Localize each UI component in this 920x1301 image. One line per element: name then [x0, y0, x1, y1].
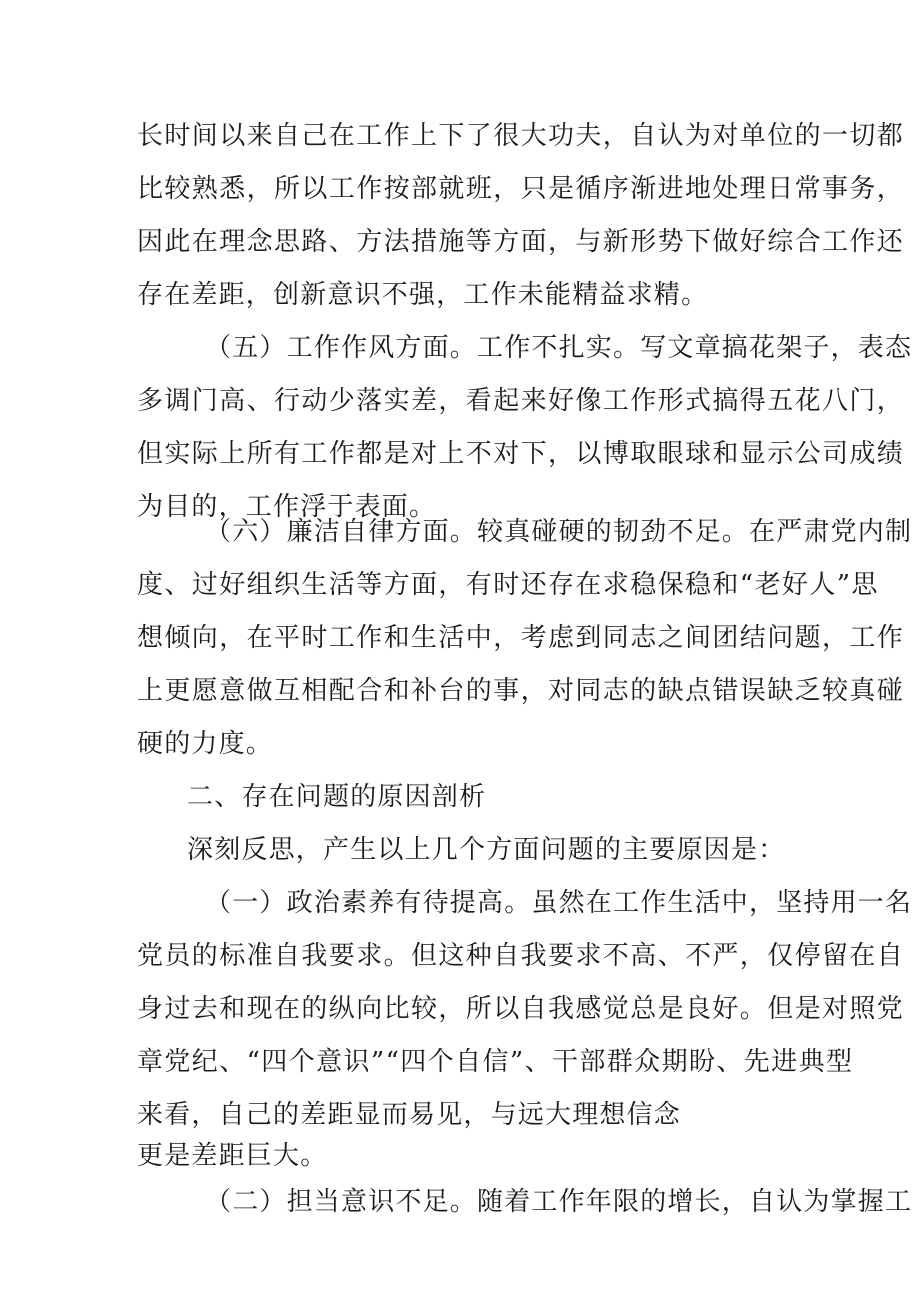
section-heading: 二、存在问题的原因剖析 — [187, 782, 487, 812]
paragraph-line: （一）政治素养有待提高。虽然在工作生活中，坚持用一名 — [205, 888, 913, 918]
paragraph-line: （五）工作作风方面。工作不扎实。写文章搞花架子，表态 — [205, 333, 913, 363]
paragraph-line: 硬的力度。 — [137, 729, 274, 759]
paragraph-line: 章党纪、“四个意识”“四个自信”、干部群众期盼、先进典型 — [137, 1047, 854, 1077]
paragraph-line: 度、过好组织生活等方面，有时还存在求稳保稳和“老好人”思 — [137, 570, 879, 600]
paragraph-line: 来看，自己的差距显而易见，与远大理想信念 — [137, 1100, 682, 1130]
paragraph-line: 为目的，工作浮于表面。 — [137, 492, 437, 522]
paragraph-line: 身过去和现在的纵向比较，所以自我感觉总是良好。但是对照党 — [137, 994, 905, 1024]
paragraph-line: 深刻反思，产生以上几个方面问题的主要原因是： — [187, 835, 786, 865]
paragraph-line: 更是差距巨大。 — [137, 1141, 328, 1171]
paragraph-line: 想倾向，在平时工作和生活中，考虑到同志之间团结问题，工作 — [137, 623, 905, 653]
paragraph-line: 党员的标准自我要求。但这种自我要求不高、不严，仅停留在自 — [137, 941, 905, 971]
paragraph-line: （六）廉洁自律方面。较真碰硬的韧劲不足。在严肃党内制 — [205, 517, 913, 547]
paragraph-line: 存在差距，创新意识不强，工作未能精益求精。 — [137, 280, 709, 310]
paragraph-line: 多调门高、行动少落实差，看起来好像工作形式搞得五花八门， — [137, 386, 905, 416]
paragraph-line: 上更愿意做互相配合和补台的事，对同志的缺点错误缺乏较真碰 — [137, 676, 905, 706]
paragraph-line: 比较熟悉，所以工作按部就班，只是循序渐进地处理日常事务， — [137, 174, 905, 204]
paragraph-line: 长时间以来自己在工作上下了很大功夫，自认为对单位的一切都 — [137, 121, 905, 151]
paragraph-line: 但实际上所有工作都是对上不对下，以博取眼球和显示公司成绩 — [137, 439, 905, 469]
paragraph-line: （二）担当意识不足。随着工作年限的增长，自认为掌握工 — [205, 1187, 913, 1217]
paragraph-line: 因此在理念思路、方法措施等方面，与新形势下做好综合工作还 — [137, 227, 905, 257]
